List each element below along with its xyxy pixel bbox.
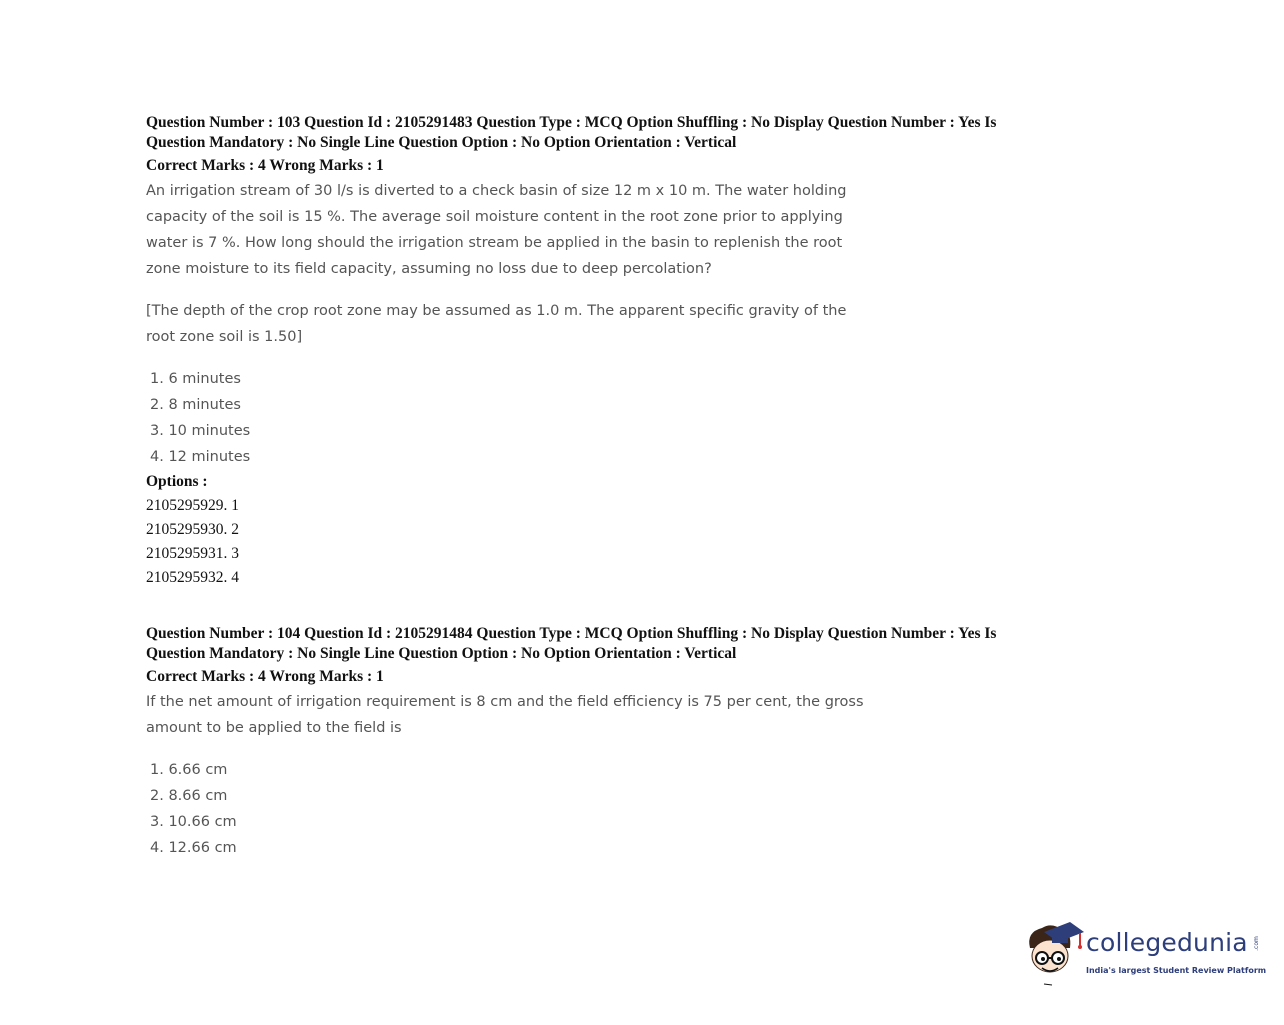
mascot-graduate-icon	[1022, 918, 1086, 988]
question-meta-line-1: Question Number : 104 Question Id : 2105291484 Question Type : MCQ Option Shuffling : No Display Question Number : Yes Is	[146, 625, 997, 642]
answer-choices	[150, 757, 1106, 861]
option-id: 2105295929. 1	[146, 497, 239, 514]
logo-domain-suffix: .com	[1252, 936, 1260, 951]
question-meta-line-2: Question Mandatory : No Single Line Question Option : No Option Orientation : Vertical	[146, 134, 737, 151]
question-text: An irrigation stream of 30 l/s is diverted to a check basin of size 12 m x 10 m. The water holding capacity of the soil is 15 %. The average soil moisture content in the root zone prior to applying water is 7 %. How long should the irrigation stream be applied in the basin to replenish the root zone moisture to its field capacity, assuming no loss due to deep percolation?	[146, 183, 847, 277]
question-meta	[146, 113, 1106, 176]
question-meta	[146, 624, 1106, 687]
answer-choice: 2. 8 minutes	[150, 397, 241, 413]
answer-choice: 1. 6 minutes	[150, 371, 241, 387]
question-note: [The depth of the crop root zone may be assumed as 1.0 m. The apparent specific gravity of the root zone soil is 1.50]	[146, 303, 847, 345]
question-104	[146, 624, 1106, 861]
option-id: 2105295932. 4	[146, 569, 239, 586]
question-meta-line-2: Question Mandatory : No Single Line Question Option : No Option Orientation : Vertical	[146, 645, 737, 662]
answer-choice: 2. 8.66 cm	[150, 788, 228, 804]
document-page	[146, 113, 1106, 861]
answer-choice: 3. 10 minutes	[150, 423, 251, 439]
answer-choices	[150, 366, 1106, 470]
answer-choice: 4. 12 minutes	[150, 449, 251, 465]
answer-choice: 1. 6.66 cm	[150, 762, 228, 778]
option-id-list	[146, 494, 1106, 590]
logo-wordmark: collegedunia	[1086, 928, 1248, 957]
option-id: 2105295931. 3	[146, 545, 239, 562]
question-text: If the net amount of irrigation requirement is 8 cm and the field efficiency is 75 per cent, the gross amount to be applied to the field is	[146, 694, 864, 736]
answer-choice: 3. 10.66 cm	[150, 814, 237, 830]
options-heading: Options :	[146, 473, 208, 490]
logo-tagline: India's largest Student Review Platform	[1086, 966, 1267, 975]
option-id: 2105295930. 2	[146, 521, 239, 538]
collegedunia-logo	[1022, 918, 1267, 988]
answer-choice: 4. 12.66 cm	[150, 840, 237, 856]
question-103	[146, 113, 1106, 590]
question-marks: Correct Marks : 4 Wrong Marks : 1	[146, 157, 384, 174]
question-marks: Correct Marks : 4 Wrong Marks : 1	[146, 668, 384, 685]
question-meta-line-1: Question Number : 103 Question Id : 2105291483 Question Type : MCQ Option Shuffling : No Display Question Number : Yes Is	[146, 114, 997, 131]
